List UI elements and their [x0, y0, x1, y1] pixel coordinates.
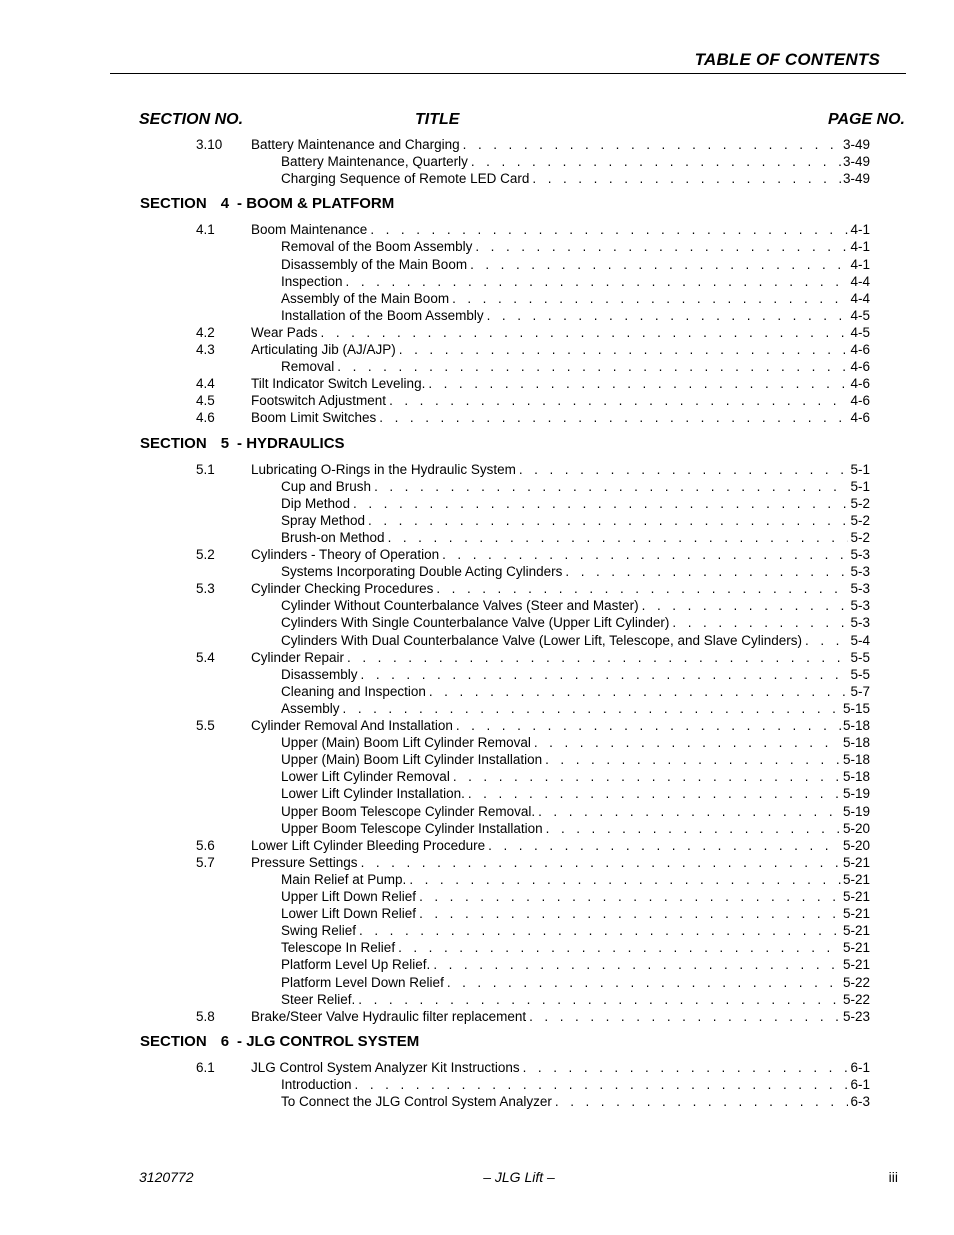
toc-dot-leader	[672, 614, 848, 631]
toc-entry-page: 5-18	[842, 735, 870, 751]
toc-entry-page: 5-7	[850, 683, 870, 699]
toc-leader-line	[281, 991, 870, 1008]
toc-entry-page: 5-1	[850, 461, 870, 477]
toc-entry-title: Pressure Settings	[251, 854, 361, 871]
toc-entry-page: 4-1	[850, 256, 870, 272]
toc-entry-number: 5.8	[196, 1008, 215, 1024]
toc-entry-title: Cylinder Without Counterbalance Valves (Steer and Master)	[281, 597, 642, 614]
toc-entry-page: 5-4	[850, 632, 870, 648]
toc-entry-page: 5-5	[850, 649, 870, 665]
toc-leader-line	[281, 358, 870, 375]
toc-entry-page: 4-4	[850, 273, 870, 289]
toc-leader-line	[251, 580, 870, 597]
toc-dot-leader	[389, 392, 848, 409]
toc-entry-title: Platform Level Down Relief	[281, 974, 447, 991]
toc-dot-leader	[399, 341, 849, 358]
toc-entry-number: 5.3	[196, 581, 215, 597]
toc-leader-line	[281, 614, 870, 631]
toc-subentry[interactable]	[0, 956, 954, 973]
toc-entry-title: Lubricating O-Rings in the Hydraulic System	[251, 461, 519, 478]
toc-dot-leader	[468, 785, 841, 802]
toc-entry-title: Upper (Main) Boom Lift Cylinder Installation	[281, 751, 545, 768]
toc-entry[interactable]	[0, 1059, 954, 1076]
toc-entry-title: Cylinders With Dual Counterbalance Valve (Lower Lift, Telescope, and Slave Cylinders)	[281, 632, 805, 649]
toc-dot-leader	[398, 939, 841, 956]
toc-leader-line	[281, 871, 870, 888]
toc-entry-number: 5.4	[196, 649, 215, 665]
toc-entry-page: 4-6	[850, 342, 870, 357]
toc-leader-line	[281, 700, 870, 717]
toc-dot-leader	[346, 273, 849, 290]
toc-leader-line	[281, 768, 870, 785]
toc-leader-line	[251, 375, 870, 392]
toc-entry[interactable]	[0, 461, 954, 478]
toc-leader-line	[281, 905, 870, 922]
toc-leader-line	[251, 392, 870, 409]
toc-entry-page: 6-3	[850, 1094, 870, 1109]
section-heading	[140, 1033, 419, 1051]
toc-subentry[interactable]	[0, 785, 954, 802]
toc-entry-title: Disassembly of the Main Boom	[281, 256, 470, 273]
toc-subentry[interactable]	[0, 991, 954, 1008]
toc-subentry[interactable]	[0, 974, 954, 991]
toc-entry-page: 5-3	[850, 598, 870, 614]
toc-subentry[interactable]	[0, 888, 954, 905]
toc-dot-leader	[428, 375, 848, 392]
toc-entry-title: Assembly of the Main Boom	[281, 290, 452, 307]
section-heading-title: - JLG CONTROL SYSTEM	[237, 1032, 420, 1050]
toc-leader-line	[281, 734, 870, 751]
toc-leader-line	[281, 888, 870, 905]
toc-subentry[interactable]	[0, 478, 954, 495]
toc-subentry[interactable]	[0, 238, 954, 255]
toc-entry-page: 5-18	[842, 752, 870, 768]
toc-leader-line	[281, 512, 870, 529]
toc-entry-title: Lower Lift Cylinder Installation.	[281, 785, 468, 802]
toc-leader-line	[281, 785, 870, 802]
toc-entry-title: Battery Maintenance, Quarterly	[281, 153, 471, 170]
toc-leader-line	[281, 238, 870, 255]
toc-subentry[interactable]	[0, 597, 954, 614]
toc-entry-title: Disassembly	[281, 666, 361, 683]
toc-entry-title: Tilt Indicator Switch Leveling.	[251, 375, 428, 392]
toc-leader-line	[281, 939, 870, 956]
toc-subentry[interactable]	[0, 512, 954, 529]
toc-subentry[interactable]	[0, 683, 954, 700]
toc-entry-number: 4.6	[196, 410, 215, 426]
toc-leader-line	[251, 409, 870, 426]
toc-entry-title: Installation of the Boom Assembly	[281, 307, 487, 324]
toc-dot-leader	[374, 478, 848, 495]
toc-dot-leader	[361, 854, 841, 871]
toc-subentry[interactable]	[0, 700, 954, 717]
toc-dot-leader	[343, 700, 841, 717]
toc-dot-leader	[347, 649, 848, 666]
toc-entry-title: Dip Method	[281, 495, 353, 512]
toc-dot-leader	[555, 1093, 849, 1110]
toc-subentry[interactable]	[0, 905, 954, 922]
toc-leader-line	[281, 478, 870, 495]
toc-subentry[interactable]	[0, 290, 954, 307]
toc-subentry[interactable]	[0, 820, 954, 837]
toc-subentry[interactable]	[0, 563, 954, 580]
toc-entry[interactable]	[0, 717, 954, 734]
toc-entry-page: 5-15	[842, 700, 870, 716]
toc-entry[interactable]	[0, 546, 954, 563]
toc-entry-title: Steer Relief.	[281, 991, 358, 1008]
toc-entry-title: Upper (Main) Boom Lift Cylinder Removal	[281, 734, 534, 751]
toc-entry-title: Upper Lift Down Relief	[281, 888, 419, 905]
toc-leader-line	[251, 1008, 870, 1025]
toc-entry[interactable]	[0, 409, 954, 426]
toc-leader-line	[281, 803, 870, 820]
toc-entry-page: 4-4	[850, 290, 870, 306]
toc-entry-page: 5-5	[850, 666, 870, 682]
toc-entry-title: Cup and Brush	[281, 478, 374, 495]
toc-entry[interactable]	[0, 649, 954, 666]
toc-dot-leader	[470, 256, 848, 273]
toc-entry-title: Boom Maintenance	[251, 221, 370, 238]
toc-entry-title: JLG Control System Analyzer Kit Instructions	[251, 1059, 523, 1076]
toc-entry-title: Cleaning and Inspection	[281, 683, 429, 700]
toc-leader-line	[251, 341, 870, 358]
toc-entry-page: 5-21	[842, 906, 870, 922]
toc-subentry[interactable]	[0, 170, 954, 187]
toc-leader-line	[281, 597, 870, 614]
toc-dot-leader	[358, 991, 841, 1008]
toc-leader-line	[251, 221, 870, 238]
toc-dot-leader	[353, 495, 848, 512]
toc-dot-leader	[463, 136, 841, 153]
toc-dot-leader	[321, 324, 849, 341]
toc-entry-number: 3.10	[196, 137, 223, 152]
toc-entry-number: 5.2	[196, 547, 215, 562]
toc-dot-leader	[805, 632, 848, 649]
toc-entry-title: Lower Lift Cylinder Removal	[281, 768, 453, 785]
footer-center-text: – JLG Lift –	[483, 1169, 555, 1185]
toc-subentry[interactable]	[0, 614, 954, 631]
toc-entry-title: Telescope In Relief	[281, 939, 398, 956]
toc-entry-page: 6-1	[850, 1076, 870, 1092]
toc-entry-title: Cylinder Removal And Installation	[251, 717, 456, 734]
toc-entry-number: 4.1	[196, 222, 215, 238]
section-heading-number: 5	[220, 434, 230, 452]
toc-entry-page: 5-21	[842, 940, 870, 956]
toc-entry-page: 5-1	[850, 478, 870, 494]
toc-dot-leader	[532, 170, 841, 187]
toc-leader-line	[281, 529, 870, 546]
toc-dot-leader	[642, 597, 849, 614]
toc-dot-leader	[453, 768, 841, 785]
toc-entry-title: Boom Limit Switches	[251, 409, 379, 426]
section-heading-number: 6	[220, 1032, 230, 1050]
toc-leader-line	[251, 854, 870, 871]
toc-dot-leader	[409, 871, 841, 888]
toc-entry-page: 5-3	[850, 615, 870, 631]
toc-dot-leader	[452, 290, 848, 307]
toc-leader-line	[281, 495, 870, 512]
toc-entry[interactable]	[0, 324, 954, 341]
toc-dot-leader	[359, 922, 841, 939]
toc-entry-page: 5-3	[850, 581, 870, 597]
toc-subentry[interactable]	[0, 871, 954, 888]
toc-dot-leader	[523, 1059, 849, 1076]
column-header-section: SECTION NO.	[139, 111, 244, 128]
toc-subentry[interactable]	[0, 734, 954, 751]
toc-entry-title: Platform Level Up Relief.	[281, 956, 433, 973]
toc-entry-page: 5-2	[850, 529, 870, 545]
toc-entry-title: Spray Method	[281, 512, 368, 529]
toc-leader-line	[281, 1093, 870, 1110]
toc-leader-line	[251, 717, 870, 734]
toc-entry-number: 5.1	[196, 461, 215, 477]
toc-entry-number: 4.4	[196, 376, 215, 392]
toc-subentry[interactable]	[0, 256, 954, 273]
toc-leader-line	[281, 666, 870, 683]
toc-leader-line	[281, 956, 870, 973]
section-heading-title: - HYDRAULICS	[237, 434, 345, 452]
toc-subentry[interactable]	[0, 273, 954, 290]
toc-dot-leader	[529, 1008, 841, 1025]
toc-entry-number: 5.5	[196, 718, 215, 733]
toc-dot-leader	[471, 153, 841, 170]
toc-leader-line	[281, 751, 870, 768]
toc-leader-line	[251, 1059, 870, 1076]
toc-dot-leader	[370, 221, 848, 238]
toc-dot-leader	[475, 238, 848, 255]
toc-dot-leader	[337, 358, 848, 375]
toc-leader-line	[251, 649, 870, 666]
toc-subentry[interactable]	[0, 495, 954, 512]
toc-entry[interactable]	[0, 837, 954, 854]
toc-leader-line	[281, 683, 870, 700]
toc-entry-page: 5-19	[842, 803, 870, 819]
toc-leader-line	[281, 632, 870, 649]
toc-entry-title: Main Relief at Pump.	[281, 871, 409, 888]
toc-entry-title: Assembly	[281, 700, 343, 717]
toc-entry-page: 5-21	[842, 957, 870, 973]
toc-subentry[interactable]	[0, 803, 954, 820]
toc-entry-page: 3-49	[842, 137, 870, 152]
toc-dot-leader	[456, 717, 841, 734]
toc-entry-page: 4-6	[850, 393, 870, 409]
toc-dot-leader	[545, 751, 841, 768]
toc-leader-line	[281, 820, 870, 837]
toc-entry-page: 5-18	[842, 769, 870, 785]
toc-entry-title: Charging Sequence of Remote LED Card	[281, 170, 532, 187]
section-heading-label: SECTION	[140, 1032, 207, 1050]
toc-leader-line	[281, 273, 870, 290]
toc-leader-line	[281, 256, 870, 273]
toc-dot-leader	[436, 580, 848, 597]
toc-entry-number: 4.2	[196, 324, 215, 340]
toc-leader-line	[281, 922, 870, 939]
toc-entry[interactable]	[0, 580, 954, 597]
toc-entry-page: 4-6	[850, 376, 870, 392]
toc-dot-leader	[447, 974, 841, 991]
toc-entry[interactable]	[0, 1008, 954, 1025]
section-heading	[140, 435, 345, 453]
toc-dot-leader	[388, 529, 849, 546]
toc-entry-title: Brush-on Method	[281, 529, 388, 546]
toc-entry-page: 5-21	[842, 889, 870, 904]
toc-entry-title: Footswitch Adjustment	[251, 392, 389, 409]
toc-entry-page: 5-3	[850, 564, 870, 580]
toc-subentry[interactable]	[0, 307, 954, 324]
toc-dot-leader	[487, 307, 849, 324]
toc-entry-page: 3-49	[842, 154, 870, 170]
toc-entry-title: Cylinders With Single Counterbalance Valve (Upper Lift Cylinder)	[281, 614, 672, 631]
toc-leader-line	[281, 290, 870, 307]
toc-entry[interactable]	[0, 221, 954, 238]
toc-leader-line	[281, 563, 870, 580]
toc-subentry[interactable]	[0, 751, 954, 768]
toc-dot-leader	[368, 512, 848, 529]
toc-dot-leader	[442, 546, 848, 563]
toc-entry-page: 5-21	[842, 854, 870, 870]
toc-entry-title: Wear Pads	[251, 324, 321, 341]
toc-entry-number: 5.7	[196, 854, 215, 870]
toc-entry-title: Systems Incorporating Double Acting Cylinders	[281, 563, 565, 580]
toc-entry[interactable]	[0, 341, 954, 358]
toc-entry-page: 4-5	[850, 324, 870, 340]
toc-subentry[interactable]	[0, 1076, 954, 1093]
toc-subentry[interactable]	[0, 153, 954, 170]
toc-leader-line	[281, 307, 870, 324]
toc-entry-number: 4.5	[196, 393, 215, 409]
toc-leader-line	[251, 324, 870, 341]
toc-entry-title: Battery Maintenance and Charging	[251, 136, 463, 153]
toc-leader-line	[281, 153, 870, 170]
section-heading-title: - BOOM & PLATFORM	[237, 195, 395, 213]
toc-subentry[interactable]	[0, 768, 954, 785]
column-header-page: PAGE NO.	[827, 111, 905, 128]
toc-dot-leader	[488, 837, 841, 854]
toc-entry-number: 5.6	[196, 837, 215, 853]
toc-entry[interactable]	[0, 392, 954, 409]
toc-entry-title: Inspection	[281, 273, 346, 290]
section-heading-label: SECTION	[140, 434, 207, 452]
toc-entry-title: To Connect the JLG Control System Analyzer	[281, 1093, 555, 1110]
toc-entry-page: 5-23	[842, 1008, 870, 1024]
toc-entry-page: 5-22	[842, 974, 870, 990]
toc-subentry[interactable]	[0, 666, 954, 683]
toc-entry-title: Cylinder Checking Procedures	[251, 580, 436, 597]
toc-dot-leader	[433, 956, 841, 973]
toc-entry-page: 4-1	[850, 239, 870, 255]
toc-entry-page: 5-21	[842, 871, 870, 887]
toc-entry-page: 5-18	[842, 718, 870, 733]
toc-entry-page: 4-6	[850, 359, 870, 375]
toc-leader-line	[251, 461, 870, 478]
toc-entry-title: Removal	[281, 358, 337, 375]
toc-entry-title: Swing Relief	[281, 922, 359, 939]
toc-entry-page: 5-19	[842, 786, 870, 802]
toc-dot-leader	[546, 820, 841, 837]
toc-dot-leader	[429, 683, 849, 700]
toc-leader-line	[281, 974, 870, 991]
toc-entry-page: 4-5	[850, 307, 870, 323]
toc-entry[interactable]	[0, 375, 954, 392]
toc-dot-leader	[419, 888, 841, 905]
toc-entry-title: Upper Boom Telescope Cylinder Installation	[281, 820, 546, 837]
toc-subentry[interactable]	[0, 529, 954, 546]
toc-entry-title: Lower Lift Cylinder Bleeding Procedure	[251, 837, 488, 854]
toc-entry-page: 5-2	[850, 512, 870, 528]
toc-dot-leader	[379, 409, 848, 426]
toc-dot-leader	[519, 461, 849, 478]
toc-dot-leader	[361, 666, 849, 683]
toc-entry-page: 5-22	[842, 991, 870, 1007]
toc-entry-page: 5-3	[850, 547, 870, 562]
toc-dot-leader	[419, 905, 841, 922]
toc-entry-page: 5-20	[842, 820, 870, 836]
toc-entry-page: 5-20	[842, 837, 870, 853]
toc-entry-page: 5-21	[842, 923, 870, 939]
toc-entry-title: Upper Boom Telescope Cylinder Removal.	[281, 803, 538, 820]
toc-leader-line	[251, 546, 870, 563]
toc-leader-line	[281, 1076, 870, 1093]
toc-entry-title: Cylinder Repair	[251, 649, 347, 666]
toc-entry-number: 6.1	[196, 1059, 215, 1075]
section-heading-number: 4	[220, 195, 230, 213]
toc-entry-number: 4.3	[196, 342, 215, 357]
toc-entry-title: Removal of the Boom Assembly	[281, 238, 475, 255]
toc-leader-line	[281, 170, 870, 187]
toc-entry[interactable]	[0, 136, 954, 153]
column-header-title: TITLE	[415, 111, 460, 128]
footer-doc-number: 3120772	[139, 1169, 194, 1185]
page-header-title: TABLE OF CONTENTS	[694, 50, 880, 69]
toc-dot-leader	[538, 803, 841, 820]
toc-subentry[interactable]	[0, 358, 954, 375]
toc-entry-page: 6-1	[850, 1059, 870, 1075]
section-heading-label: SECTION	[140, 195, 207, 213]
toc-entry-title: Articulating Jib (AJ/AJP)	[251, 341, 399, 358]
toc-leader-line	[251, 837, 870, 854]
toc-dot-leader	[355, 1076, 849, 1093]
toc-entry-title: Introduction	[281, 1076, 355, 1093]
toc-subentry[interactable]	[0, 922, 954, 939]
toc-entry-page: 4-1	[850, 222, 870, 238]
toc-entry-page: 5-2	[850, 495, 870, 511]
footer-page-number: iii	[888, 1169, 898, 1185]
toc-entry[interactable]	[0, 854, 954, 871]
toc-entry-page: 3-49	[842, 171, 870, 187]
section-heading	[140, 195, 394, 213]
toc-subentry[interactable]	[0, 632, 954, 649]
toc-dot-leader	[534, 734, 841, 751]
toc-entry-title: Brake/Steer Valve Hydraulic filter replacement	[251, 1008, 529, 1025]
toc-entry-title: Lower Lift Down Relief	[281, 905, 419, 922]
toc-leader-line	[251, 136, 870, 153]
toc-subentry[interactable]	[0, 939, 954, 956]
toc-entry-page: 4-6	[850, 410, 870, 426]
toc-entry-title: Cylinders - Theory of Operation	[251, 546, 442, 563]
toc-subentry[interactable]	[0, 1093, 954, 1110]
toc-dot-leader	[565, 563, 848, 580]
